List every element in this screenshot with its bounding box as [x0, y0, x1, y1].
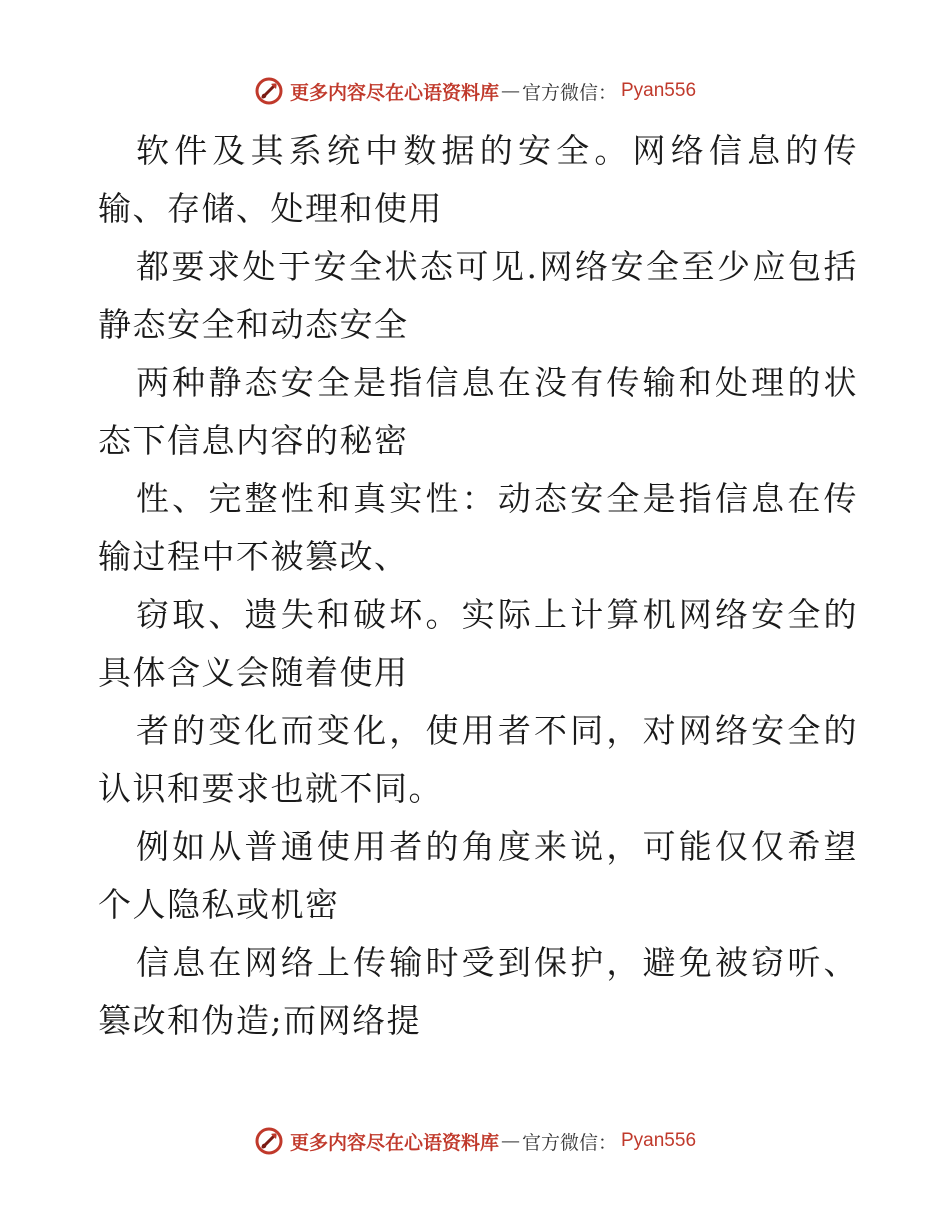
document-body — [98, 122, 858, 1050]
paragraph: 软件及其系统中数据的安全。网络信息的传输、存储、处理和使用 — [98, 131, 858, 228]
paragraph: 窃取、遗失和破坏。实际上计算机网络安全的具体含义会随着使用 — [98, 595, 858, 692]
banner-dash: — — [500, 80, 520, 102]
banner-dash: — — [500, 1130, 520, 1152]
footer-banner — [0, 1121, 950, 1161]
wechat-label: 官方微信： — [521, 81, 617, 104]
paragraph: 者的变化而变化，使用者不同，对网络安全的认识和要求也就不同。 — [98, 711, 858, 808]
wechat-id: Pyan556 — [621, 80, 697, 101]
quill-pen-logo-icon — [254, 76, 284, 106]
paragraph: 信息在网络上传输时受到保护，避免被窃听、篡改和伪造;而网络提 — [98, 943, 858, 1040]
paragraph: 都要求处于安全状态可见.网络安全至少应包括静态安全和动态安全 — [98, 247, 858, 344]
paragraph: 两种静态安全是指信息在没有传输和处理的状态下信息内容的秘密 — [98, 363, 858, 460]
wechat-id: Pyan556 — [621, 1130, 697, 1151]
quill-pen-logo-icon — [254, 1126, 284, 1156]
brand-text: 更多内容尽在心语资料库 — [289, 81, 499, 104]
brand-text: 更多内容尽在心语资料库 — [289, 1131, 499, 1154]
wechat-label: 官方微信： — [521, 1131, 617, 1154]
header-banner — [0, 71, 950, 111]
paragraph: 例如从普通使用者的角度来说，可能仅仅希望个人隐私或机密 — [98, 827, 858, 924]
paragraph: 性、完整性和真实性：动态安全是指信息在传输过程中不被篡改、 — [98, 479, 858, 576]
